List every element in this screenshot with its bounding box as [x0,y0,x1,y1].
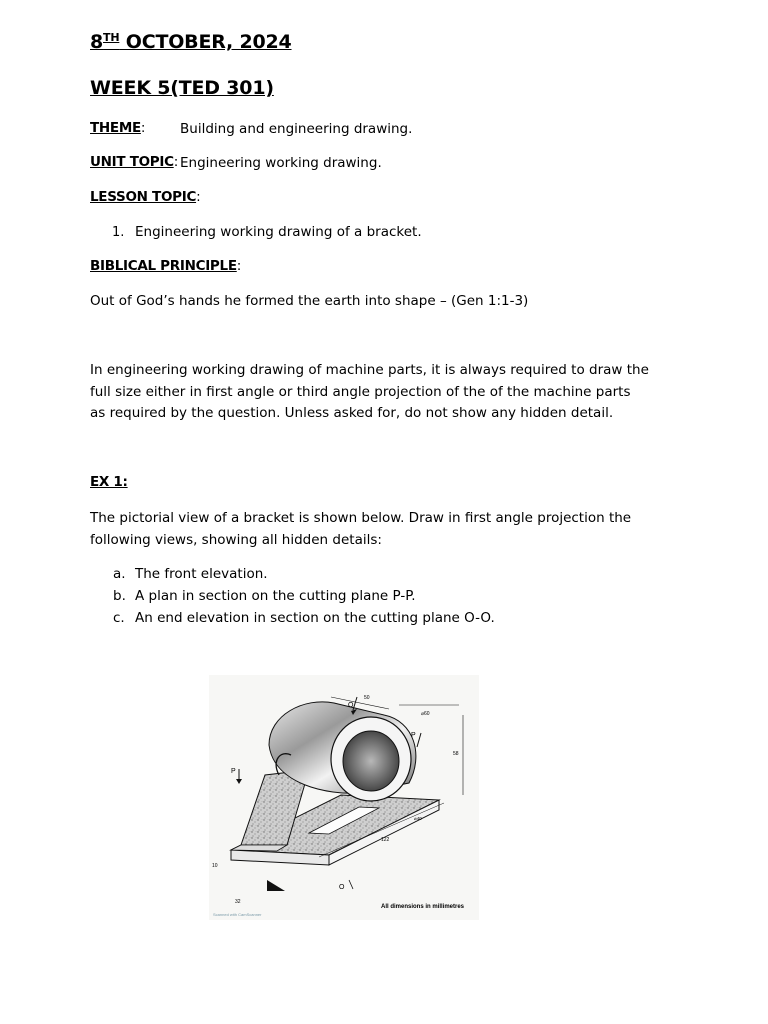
cutting-plane-o-top: O [348,702,354,709]
dim-inner-diameter: ⌀40 [414,816,422,821]
date-superscript: TH [103,31,120,44]
dim-length: 122 [381,837,390,843]
lesson-item-marker: 1. [112,225,125,240]
unit-topic-value: Engineering working drawing. [180,155,382,171]
exercise-item-a: The front elevation. [135,566,268,582]
theme-value: Building and engineering drawing. [180,121,413,137]
scan-watermark: Scanned with CamScanner [213,912,262,917]
unit-topic-label: UNIT TOPIC: [90,154,178,170]
date-heading: 8TH OCTOBER, 2024 [90,31,292,53]
theme-label: THEME: [90,120,146,136]
dim-top-label: 50 [364,695,370,701]
dim-base-height: 10 [212,863,218,869]
intro-paragraph: In engineering working drawing of machine parts, it is always required to draw the full size either in first angle or third angle projection of the of the machine parts as required by the question. Unless asked for, do not show any hidden detail. [90,362,649,421]
figure-note: All dimensions in millimetres [381,904,465,910]
exercise-item-c: An end elevation in section on the cutting plane O-O. [135,610,495,626]
exercise-paragraph: The pictorial view of a bracket is shown below. Draw in first angle projection the following views, showing all hidden details: [90,510,632,548]
biblical-principle-label: BIBLICAL PRINCIPLE: [90,258,241,274]
exercise-label: EX 1: [90,474,128,490]
exercise-item-b: A plan in section on the cutting plane P-P. [135,588,416,604]
cutting-plane-o-bottom: O [339,884,345,891]
bracket-drawing [209,675,479,920]
cutting-plane-p-right: P [411,732,416,739]
exercise-item-b-marker: b. [113,588,126,604]
lesson-item-text: Engineering working drawing of a bracket. [135,224,422,240]
lesson-topic-label: LESSON TOPIC: [90,189,201,205]
bracket-pictorial-figure [209,675,479,920]
dim-height: 58 [453,751,459,757]
week-heading: WEEK 5(TED 301) [90,77,274,99]
dim-base-width: 32 [235,899,241,905]
cutting-plane-p-left: P [231,768,236,775]
exercise-item-a-marker: a. [113,566,126,582]
exercise-item-c-marker: c. [113,610,125,626]
dim-outer-diameter: ⌀60 [421,711,430,717]
biblical-principle-text: Out of God’s hands he formed the earth into shape – (Gen 1:1-3) [90,293,529,309]
